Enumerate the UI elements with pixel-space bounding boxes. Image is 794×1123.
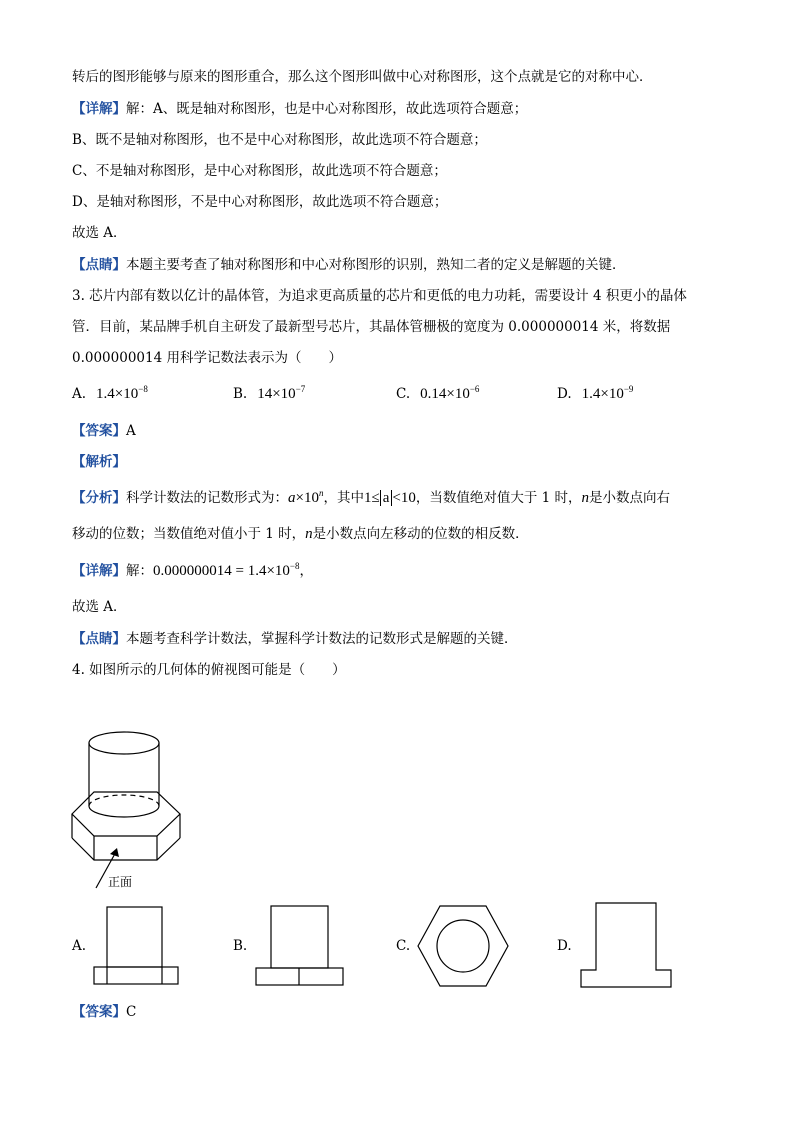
math-one: 1≤ <box>363 490 380 506</box>
q4-option-d-figure <box>578 900 674 990</box>
tall-rectangle <box>271 906 328 968</box>
q3-option-a <box>72 385 148 403</box>
q2-option-d-explain: D、是轴对称图形，不是中心对称图形，故此选项不符合题意； <box>72 194 448 210</box>
option-exp: −8 <box>138 384 148 394</box>
detail-text: ， <box>299 563 313 579</box>
option-base: 1.4×10 <box>581 386 624 402</box>
q3-detail <box>72 562 313 580</box>
fenxi-text: 科学计数法的记数形式为： <box>126 490 288 506</box>
option-label: A. <box>72 386 87 402</box>
option-label: C. <box>396 386 411 402</box>
comment-tag: 【点睛】 <box>72 257 126 273</box>
option-label: B. <box>233 386 248 402</box>
detail-equation: 0.000000014 = 1.4×10 <box>153 563 290 579</box>
option-exp: −7 <box>295 384 306 394</box>
q4-option-d-label: D. <box>557 938 572 954</box>
q3-choose: 故选 A． <box>72 599 127 615</box>
q2-comment <box>72 256 626 274</box>
comment-text: 本题主要考查了轴对称图形和中心对称图形的识别，熟知二者的定义是解题的关键． <box>126 257 626 273</box>
merged-outline <box>581 903 671 987</box>
solid-figure <box>64 720 194 895</box>
fenxi-text: 是小数点向左移动的位数的相反数． <box>312 526 529 542</box>
option-exp: −9 <box>623 384 634 394</box>
q3-stem-line1: 3. 芯片内部有数以亿计的晶体管，为追求更高质量的芯片和更低的电力功耗，需要设计 4 积更小的晶体 <box>72 288 687 304</box>
detail-tag: 【详解】 <box>72 563 126 579</box>
q2-option-b-explain: B、既不是轴对称图形，也不是中心对称图形，故此选项不符合题意； <box>72 132 487 148</box>
q4-option-c-figure <box>416 904 510 988</box>
detail-tag: 【详解】 <box>72 101 126 117</box>
q2-option-c-explain: C、不是轴对称图形，是中心对称图形，故此选项不符合题意； <box>72 163 447 179</box>
q3-analysis <box>72 453 126 471</box>
front-label: 正面 <box>108 875 133 889</box>
cylinder-bottom-arc <box>89 806 159 817</box>
q3-comment <box>72 630 518 648</box>
answer-tag: 【答案】 <box>72 1004 126 1020</box>
fenxi-text: ，当数值绝对值大于 1 时， <box>415 490 582 506</box>
cylinder-hidden-arc <box>89 795 159 806</box>
fenxi-tag: 【分析】 <box>72 490 126 506</box>
q3-option-d <box>557 385 633 403</box>
q4-option-a-figure <box>92 905 180 987</box>
cylinder-top-ellipse <box>89 732 159 754</box>
hexagon-outline <box>418 906 508 986</box>
math-times: ×10 <box>295 490 319 506</box>
option-base: 0.14×10 <box>420 386 470 402</box>
math-n: n <box>305 526 313 542</box>
q4-stem: 4. 如图所示的几何体的俯视图可能是（ ） <box>72 662 346 678</box>
math-lt10: <10 <box>392 490 416 506</box>
q3-fenxi-line2 <box>72 525 529 543</box>
q4-option-b-label: B. <box>233 938 248 954</box>
hexagon-top-face <box>72 792 180 836</box>
analysis-tag: 【解析】 <box>72 454 126 470</box>
q3-answer <box>72 422 136 440</box>
q2-detail <box>72 100 527 118</box>
math-abs: a <box>380 490 393 506</box>
q3-fenxi-line1 <box>72 489 670 507</box>
q4-option-a-label: A. <box>72 938 87 954</box>
answer-tag: 【答案】 <box>72 423 126 439</box>
fenxi-text: 移动的位数；当数值绝对值小于 1 时， <box>72 526 306 542</box>
math-a: a <box>288 490 296 506</box>
option-exp: −6 <box>469 384 480 394</box>
option-base: 14×10 <box>257 386 296 402</box>
option-label: D. <box>557 386 572 402</box>
q3-option-c <box>396 385 479 403</box>
q3-stem-line3: 0.000000014 用科学记数法表示为（ ） <box>72 350 342 366</box>
intro-line: 转后的图形能够与原来的图形重合，那么这个图形叫做中心对称图形，这个点就是它的对称中心． <box>72 69 653 85</box>
detail-exp: −8 <box>289 561 300 571</box>
detail-text: 解：A、既是轴对称图形，也是中心对称图形，故此选项符合题意； <box>126 101 528 117</box>
math-n: n <box>318 488 324 498</box>
detail-text: 解： <box>126 563 153 579</box>
fenxi-text: 是小数点向右 <box>589 490 671 506</box>
tall-rectangle <box>107 907 162 967</box>
q4-option-b-figure <box>254 904 346 988</box>
q2-choose: 故选 A． <box>72 225 127 241</box>
fenxi-text: ，其中 <box>323 490 364 506</box>
comment-tag: 【点睛】 <box>72 631 126 647</box>
answer-value: A <box>126 423 136 439</box>
q4-answer <box>72 1003 136 1021</box>
math-n: n <box>581 490 590 506</box>
hex-bottom-edge <box>72 838 180 860</box>
comment-text: 本题考查科学计数法，掌握科学计数法的记数形式是解题的关键． <box>126 631 518 647</box>
answer-value: C <box>126 1004 137 1020</box>
q4-option-c-label: C. <box>396 938 411 954</box>
inner-circle <box>437 920 489 972</box>
q3-stem-line2: 管．目前，某品牌手机自主研发了最新型号芯片，其晶体管栅极的宽度为 0.000000014 米，将数据 <box>72 319 671 335</box>
option-base: 1.4×10 <box>96 386 139 402</box>
q3-option-b <box>233 385 305 403</box>
